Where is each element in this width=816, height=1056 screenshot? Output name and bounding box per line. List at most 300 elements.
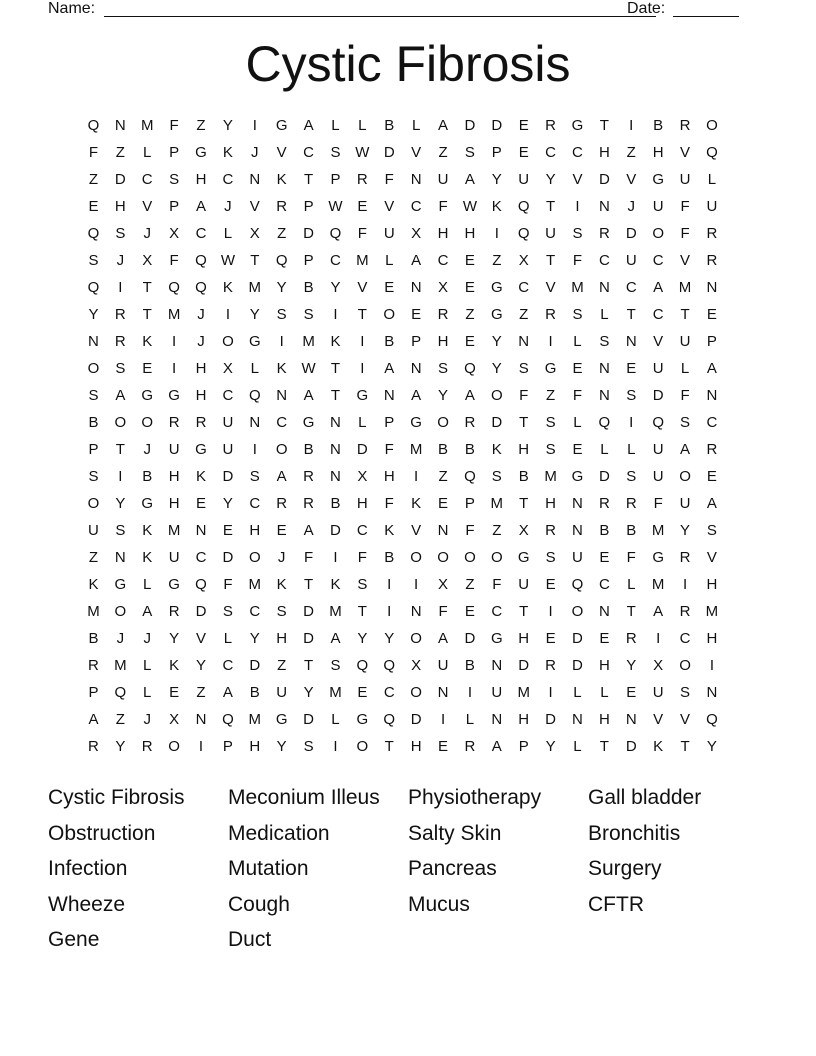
grid-letter: N — [625, 333, 637, 350]
grid-letter: H — [518, 441, 530, 458]
grid-letter: T — [357, 306, 367, 323]
grid-letter: F — [680, 225, 690, 242]
grid-letter: B — [384, 117, 395, 134]
grid-letter: U — [572, 549, 583, 566]
grid-letter: H — [598, 144, 610, 161]
grid-letter: I — [387, 603, 392, 620]
grid-letter: G — [302, 414, 315, 431]
grid-letter: D — [114, 171, 126, 188]
grid-letter: Z — [465, 576, 475, 593]
grid-letter: X — [142, 252, 153, 269]
grid-letter: B — [330, 495, 341, 512]
grid-letter: U — [652, 468, 664, 485]
grid-letter: N — [572, 495, 583, 512]
grid-letter: N — [330, 414, 341, 431]
grid-letter: Y — [276, 738, 287, 755]
date-field[interactable] — [673, 16, 739, 17]
grid-letter: B — [464, 441, 475, 458]
grid-letter: E — [518, 144, 529, 161]
grid-letter: N — [706, 684, 718, 701]
grid-letter: N — [491, 657, 503, 674]
grid-letter: B — [88, 630, 99, 647]
grid-letter: Q — [195, 252, 207, 269]
grid-letter: N — [598, 603, 610, 620]
grid-letter: I — [440, 711, 446, 728]
grid-letter: S — [599, 333, 610, 350]
grid-letter: Q — [195, 576, 207, 593]
grid-letter: D — [195, 603, 207, 620]
grid-letter: F — [519, 387, 529, 404]
grid-letter: T — [250, 252, 260, 269]
word-list-item: Mutation — [228, 857, 309, 881]
grid-letter: M — [329, 603, 342, 620]
grid-row — [80, 220, 725, 247]
grid-letter: B — [303, 441, 314, 458]
grid-letter: Y — [384, 630, 395, 647]
grid-letter: D — [545, 711, 556, 728]
grid-letter: I — [118, 279, 123, 296]
grid-letter: C — [383, 684, 395, 701]
grid-letter: R — [168, 603, 180, 620]
grid-letter: O — [490, 549, 503, 566]
grid-letter: R — [276, 198, 288, 215]
grid-letter: H — [598, 711, 610, 728]
grid-letter: S — [88, 387, 99, 404]
grid-letter: V — [249, 198, 260, 215]
grid-letter: U — [222, 414, 234, 431]
grid-letter: Q — [383, 711, 396, 728]
grid-letter: Q — [517, 198, 530, 215]
word-search-grid — [80, 112, 725, 760]
grid-letter: L — [411, 117, 421, 134]
grid-letter: N — [330, 441, 341, 458]
grid-letter: Q — [114, 684, 127, 701]
grid-letter: P — [169, 198, 180, 215]
grid-letter: A — [142, 603, 153, 620]
grid-letter: D — [598, 468, 610, 485]
grid-letter: F — [680, 198, 690, 215]
word-list-item: Medication — [228, 821, 330, 845]
grid-letter: S — [572, 306, 583, 323]
grid-letter: A — [115, 387, 126, 404]
grid-letter: D — [356, 441, 368, 458]
word-list-item: Cystic Fibrosis — [48, 786, 185, 809]
grid-letter: I — [252, 117, 257, 134]
grid-letter: O — [114, 603, 127, 620]
word-list — [48, 780, 768, 958]
grid-letter: K — [653, 738, 664, 755]
grid-letter: U — [88, 522, 99, 539]
grid-letter: O — [383, 306, 396, 323]
grid-letter: L — [143, 576, 152, 593]
grid-letter: E — [572, 360, 583, 377]
grid-letter: L — [573, 333, 582, 350]
grid-letter: J — [143, 441, 151, 458]
grid-letter: L — [143, 657, 152, 674]
grid-letter: F — [88, 144, 99, 161]
grid-letter: N — [410, 360, 422, 377]
grid-letter: Q — [275, 252, 288, 269]
grid-letter: F — [357, 225, 367, 242]
grid-letter: M — [571, 279, 584, 296]
grid-letter: P — [384, 414, 395, 431]
grid-letter: I — [494, 225, 499, 242]
word-list-item: Wheeze — [48, 892, 126, 916]
grid-letter: N — [598, 360, 610, 377]
grid-letter: L — [385, 252, 394, 269]
grid-letter: F — [465, 522, 475, 539]
grid-letter: N — [491, 711, 503, 728]
grid-letter: A — [653, 279, 664, 296]
grid-letter: T — [303, 657, 314, 674]
grid-letter: A — [653, 603, 664, 620]
grid-letter: U — [679, 495, 691, 512]
grid-letter: O — [464, 549, 476, 566]
grid-letter: L — [331, 117, 340, 134]
grid-letter: Y — [249, 306, 260, 323]
grid-letter: L — [573, 738, 582, 755]
grid-letter: G — [275, 711, 288, 728]
grid-letter: V — [384, 198, 395, 215]
grid-letter: I — [709, 657, 715, 674]
grid-letter: Q — [571, 576, 584, 593]
grid-letter: Z — [115, 711, 125, 728]
grid-letter: V — [357, 279, 368, 296]
grid-letter: G — [168, 576, 180, 593]
grid-letter: P — [330, 171, 341, 188]
grid-letter: O — [652, 225, 664, 242]
name-label: Name: — [48, 0, 96, 17]
grid-letter: B — [653, 117, 664, 134]
grid-letter: K — [276, 576, 287, 593]
grid-letter: T — [599, 117, 609, 134]
grid-letter: S — [545, 414, 556, 431]
grid-letter: C — [222, 171, 234, 188]
grid-row — [80, 571, 725, 598]
grid-letter: H — [518, 711, 530, 728]
grid-letter: U — [168, 549, 180, 566]
grid-letter: C — [222, 657, 234, 674]
grid-letter: C — [625, 279, 637, 296]
grid-letter: Y — [680, 522, 691, 539]
grid-letter: E — [545, 630, 556, 647]
grid-letter: K — [222, 144, 233, 161]
grid-letter: X — [169, 711, 180, 728]
grid-letter: R — [545, 657, 556, 674]
grid-row — [80, 382, 725, 409]
grid-letter: O — [222, 333, 234, 350]
grid-letter: O — [679, 468, 691, 485]
grid-letter: V — [142, 198, 153, 215]
grid-letter: D — [249, 657, 261, 674]
grid-letter: U — [383, 225, 395, 242]
grid-letter: M — [409, 441, 423, 458]
grid-letter: H — [383, 468, 395, 485]
grid-letter: M — [248, 576, 262, 593]
grid-letter: V — [411, 144, 422, 161]
grid-letter: N — [598, 387, 610, 404]
grid-letter: W — [462, 198, 477, 215]
grid-letter: B — [303, 279, 314, 296]
grid-letter: C — [437, 252, 449, 269]
grid-row — [80, 706, 725, 733]
grid-letter: A — [464, 387, 475, 404]
grid-letter: L — [627, 576, 636, 593]
grid-letter: Q — [356, 657, 369, 674]
grid-letter: L — [600, 306, 609, 323]
grid-letter: O — [410, 684, 422, 701]
grid-letter: H — [168, 468, 180, 485]
grid-row — [80, 166, 725, 193]
grid-letter: Z — [88, 549, 99, 566]
grid-letter: B — [599, 522, 610, 539]
grid-row — [80, 193, 725, 220]
grid-letter: V — [653, 333, 664, 350]
grid-letter: I — [279, 333, 284, 350]
grid-row — [80, 652, 725, 679]
grid-letter: N — [410, 279, 422, 296]
grid-letter: R — [545, 306, 556, 323]
grid-letter: L — [573, 684, 582, 701]
grid-letter: E — [196, 495, 207, 512]
grid-letter: T — [384, 738, 394, 755]
grid-letter: N — [410, 171, 422, 188]
grid-letter: O — [490, 387, 503, 404]
grid-letter: N — [249, 171, 261, 188]
grid-letter: Y — [438, 387, 449, 404]
grid-letter: N — [383, 387, 395, 404]
grid-letter: P — [706, 333, 717, 350]
grid-letter: N — [88, 333, 99, 350]
grid-letter: M — [140, 117, 154, 134]
grid-letter: W — [301, 360, 316, 377]
grid-letter: I — [333, 306, 338, 323]
grid-letter: R — [545, 117, 556, 134]
grid-letter: Y — [115, 495, 126, 512]
grid-letter: G — [195, 144, 207, 161]
grid-letter: O — [437, 549, 449, 566]
grid-letter: L — [331, 711, 340, 728]
grid-letter: G — [490, 306, 503, 323]
grid-letter: J — [251, 144, 259, 161]
grid-letter: P — [411, 333, 422, 350]
grid-letter: Q — [652, 414, 664, 431]
grid-letter: I — [656, 630, 661, 647]
grid-letter: F — [223, 576, 233, 593]
grid-letter: H — [598, 657, 610, 674]
grid-letter: U — [625, 252, 637, 269]
grid-letter: E — [545, 576, 556, 593]
name-field[interactable] — [104, 16, 656, 17]
grid-letter: A — [303, 117, 314, 134]
grid-letter: G — [544, 360, 557, 377]
grid-letter: G — [141, 387, 154, 404]
grid-letter: R — [114, 333, 126, 350]
grid-letter: F — [169, 252, 179, 269]
grid-letter: M — [651, 522, 665, 539]
grid-letter: E — [599, 630, 610, 647]
grid-letter: G — [517, 549, 530, 566]
grid-letter: N — [518, 333, 530, 350]
grid-letter: Z — [492, 252, 502, 269]
grid-letter: H — [706, 576, 718, 593]
grid-letter: P — [464, 495, 475, 512]
grid-letter: G — [141, 495, 154, 512]
grid-letter: I — [198, 738, 204, 755]
grid-letter: I — [360, 333, 365, 350]
grid-letter: C — [706, 414, 718, 431]
grid-letter: F — [384, 171, 394, 188]
grid-letter: I — [575, 198, 580, 215]
grid-letter: M — [517, 684, 530, 701]
grid-letter: A — [196, 198, 207, 215]
grid-letter: H — [249, 522, 261, 539]
grid-letter: N — [276, 387, 288, 404]
grid-letter: Z — [438, 144, 448, 161]
grid-letter: Y — [545, 738, 556, 755]
grid-letter: R — [141, 738, 153, 755]
grid-letter: Q — [383, 657, 396, 674]
grid-letter: Z — [115, 144, 125, 161]
grid-letter: Z — [626, 144, 636, 161]
grid-letter: A — [438, 630, 449, 647]
grid-letter: H — [518, 630, 530, 647]
grid-letter: R — [706, 252, 718, 269]
grid-letter: X — [438, 279, 449, 296]
grid-letter: O — [168, 738, 180, 755]
grid-letter: R — [437, 306, 449, 323]
grid-letter: F — [572, 387, 583, 404]
grid-letter: C — [491, 603, 503, 620]
grid-letter: D — [572, 657, 583, 674]
grid-letter: I — [629, 414, 634, 431]
grid-letter: B — [142, 468, 153, 485]
grid-letter: J — [116, 630, 125, 647]
grid-letter: A — [706, 360, 717, 377]
grid-letter: A — [680, 441, 691, 458]
grid-letter: S — [491, 468, 502, 485]
grid-letter: W — [328, 198, 343, 215]
grid-letter: S — [626, 387, 637, 404]
grid-letter: M — [114, 657, 127, 674]
grid-letter: Y — [491, 171, 502, 188]
grid-letter: S — [115, 522, 126, 539]
grid-letter: X — [357, 468, 368, 485]
grid-letter: T — [330, 360, 341, 377]
grid-letter: P — [491, 144, 502, 161]
grid-row — [80, 355, 725, 382]
grid-letter: G — [356, 711, 369, 728]
grid-letter: M — [678, 279, 692, 296]
grid-letter: U — [706, 198, 718, 215]
grid-letter: I — [548, 603, 553, 620]
grid-letter: N — [598, 198, 610, 215]
grid-letter: U — [437, 171, 449, 188]
grid-letter: U — [518, 576, 530, 593]
grid-letter: B — [88, 414, 99, 431]
grid-row — [80, 112, 725, 139]
grid-letter: B — [384, 333, 395, 350]
grid-letter: S — [249, 468, 260, 485]
grid-letter: A — [222, 684, 233, 701]
grid-letter: S — [680, 414, 691, 431]
grid-letter: N — [706, 279, 718, 296]
grid-letter: T — [626, 603, 636, 620]
grid-letter: Y — [222, 495, 233, 512]
grid-letter: E — [276, 522, 287, 539]
grid-letter: Y — [330, 279, 341, 296]
grid-letter: E — [438, 495, 449, 512]
grid-letter: Z — [88, 171, 99, 188]
grid-letter: E — [384, 279, 395, 296]
grid-letter: C — [195, 225, 207, 242]
grid-letter: B — [464, 657, 475, 674]
grid-letter: S — [464, 144, 475, 161]
grid-row — [80, 625, 725, 652]
word-list-item: Surgery — [588, 857, 662, 881]
grid-letter: O — [706, 117, 718, 134]
grid-letter: I — [467, 684, 472, 701]
grid-letter: T — [142, 279, 152, 296]
grid-letter: J — [277, 549, 286, 566]
grid-letter: E — [357, 198, 368, 215]
grid-letter: A — [88, 711, 99, 728]
grid-letter: U — [679, 333, 691, 350]
grid-letter: G — [195, 441, 207, 458]
grid-letter: R — [598, 225, 610, 242]
grid-letter: V — [196, 630, 207, 647]
word-list-item: Meconium Illeus — [228, 786, 380, 809]
grid-letter: R — [168, 414, 180, 431]
word-list-item: Mucus — [408, 892, 470, 916]
grid-letter: K — [276, 171, 287, 188]
grid-letter: H — [437, 333, 449, 350]
grid-letter: Y — [545, 171, 556, 188]
grid-letter: P — [88, 441, 99, 458]
grid-letter: A — [384, 360, 395, 377]
grid-letter: O — [679, 657, 691, 674]
grid-letter: U — [437, 657, 449, 674]
grid-letter: H — [195, 387, 207, 404]
grid-letter: J — [143, 225, 151, 242]
grid-letter: Z — [546, 387, 556, 404]
grid-letter: Y — [706, 738, 717, 755]
grid-letter: X — [411, 657, 422, 674]
grid-row — [80, 517, 725, 544]
grid-letter: D — [518, 657, 530, 674]
grid-letter: F — [653, 495, 663, 512]
grid-letter: G — [652, 549, 664, 566]
grid-letter: T — [626, 306, 636, 323]
grid-letter: D — [303, 711, 314, 728]
grid-letter: H — [195, 171, 207, 188]
grid-letter: T — [330, 387, 341, 404]
grid-letter: S — [303, 738, 314, 755]
grid-letter: G — [168, 387, 180, 404]
grid-letter: C — [652, 252, 664, 269]
grid-letter: S — [88, 468, 99, 485]
grid-letter: Z — [196, 684, 206, 701]
grid-letter: O — [410, 630, 422, 647]
grid-letter: I — [333, 549, 338, 566]
grid-letter: X — [518, 522, 529, 539]
grid-row — [80, 139, 725, 166]
grid-letter: V — [545, 279, 556, 296]
grid-letter: N — [114, 117, 126, 134]
grid-letter: X — [438, 576, 449, 593]
grid-letter: E — [464, 252, 475, 269]
grid-letter: N — [437, 684, 449, 701]
